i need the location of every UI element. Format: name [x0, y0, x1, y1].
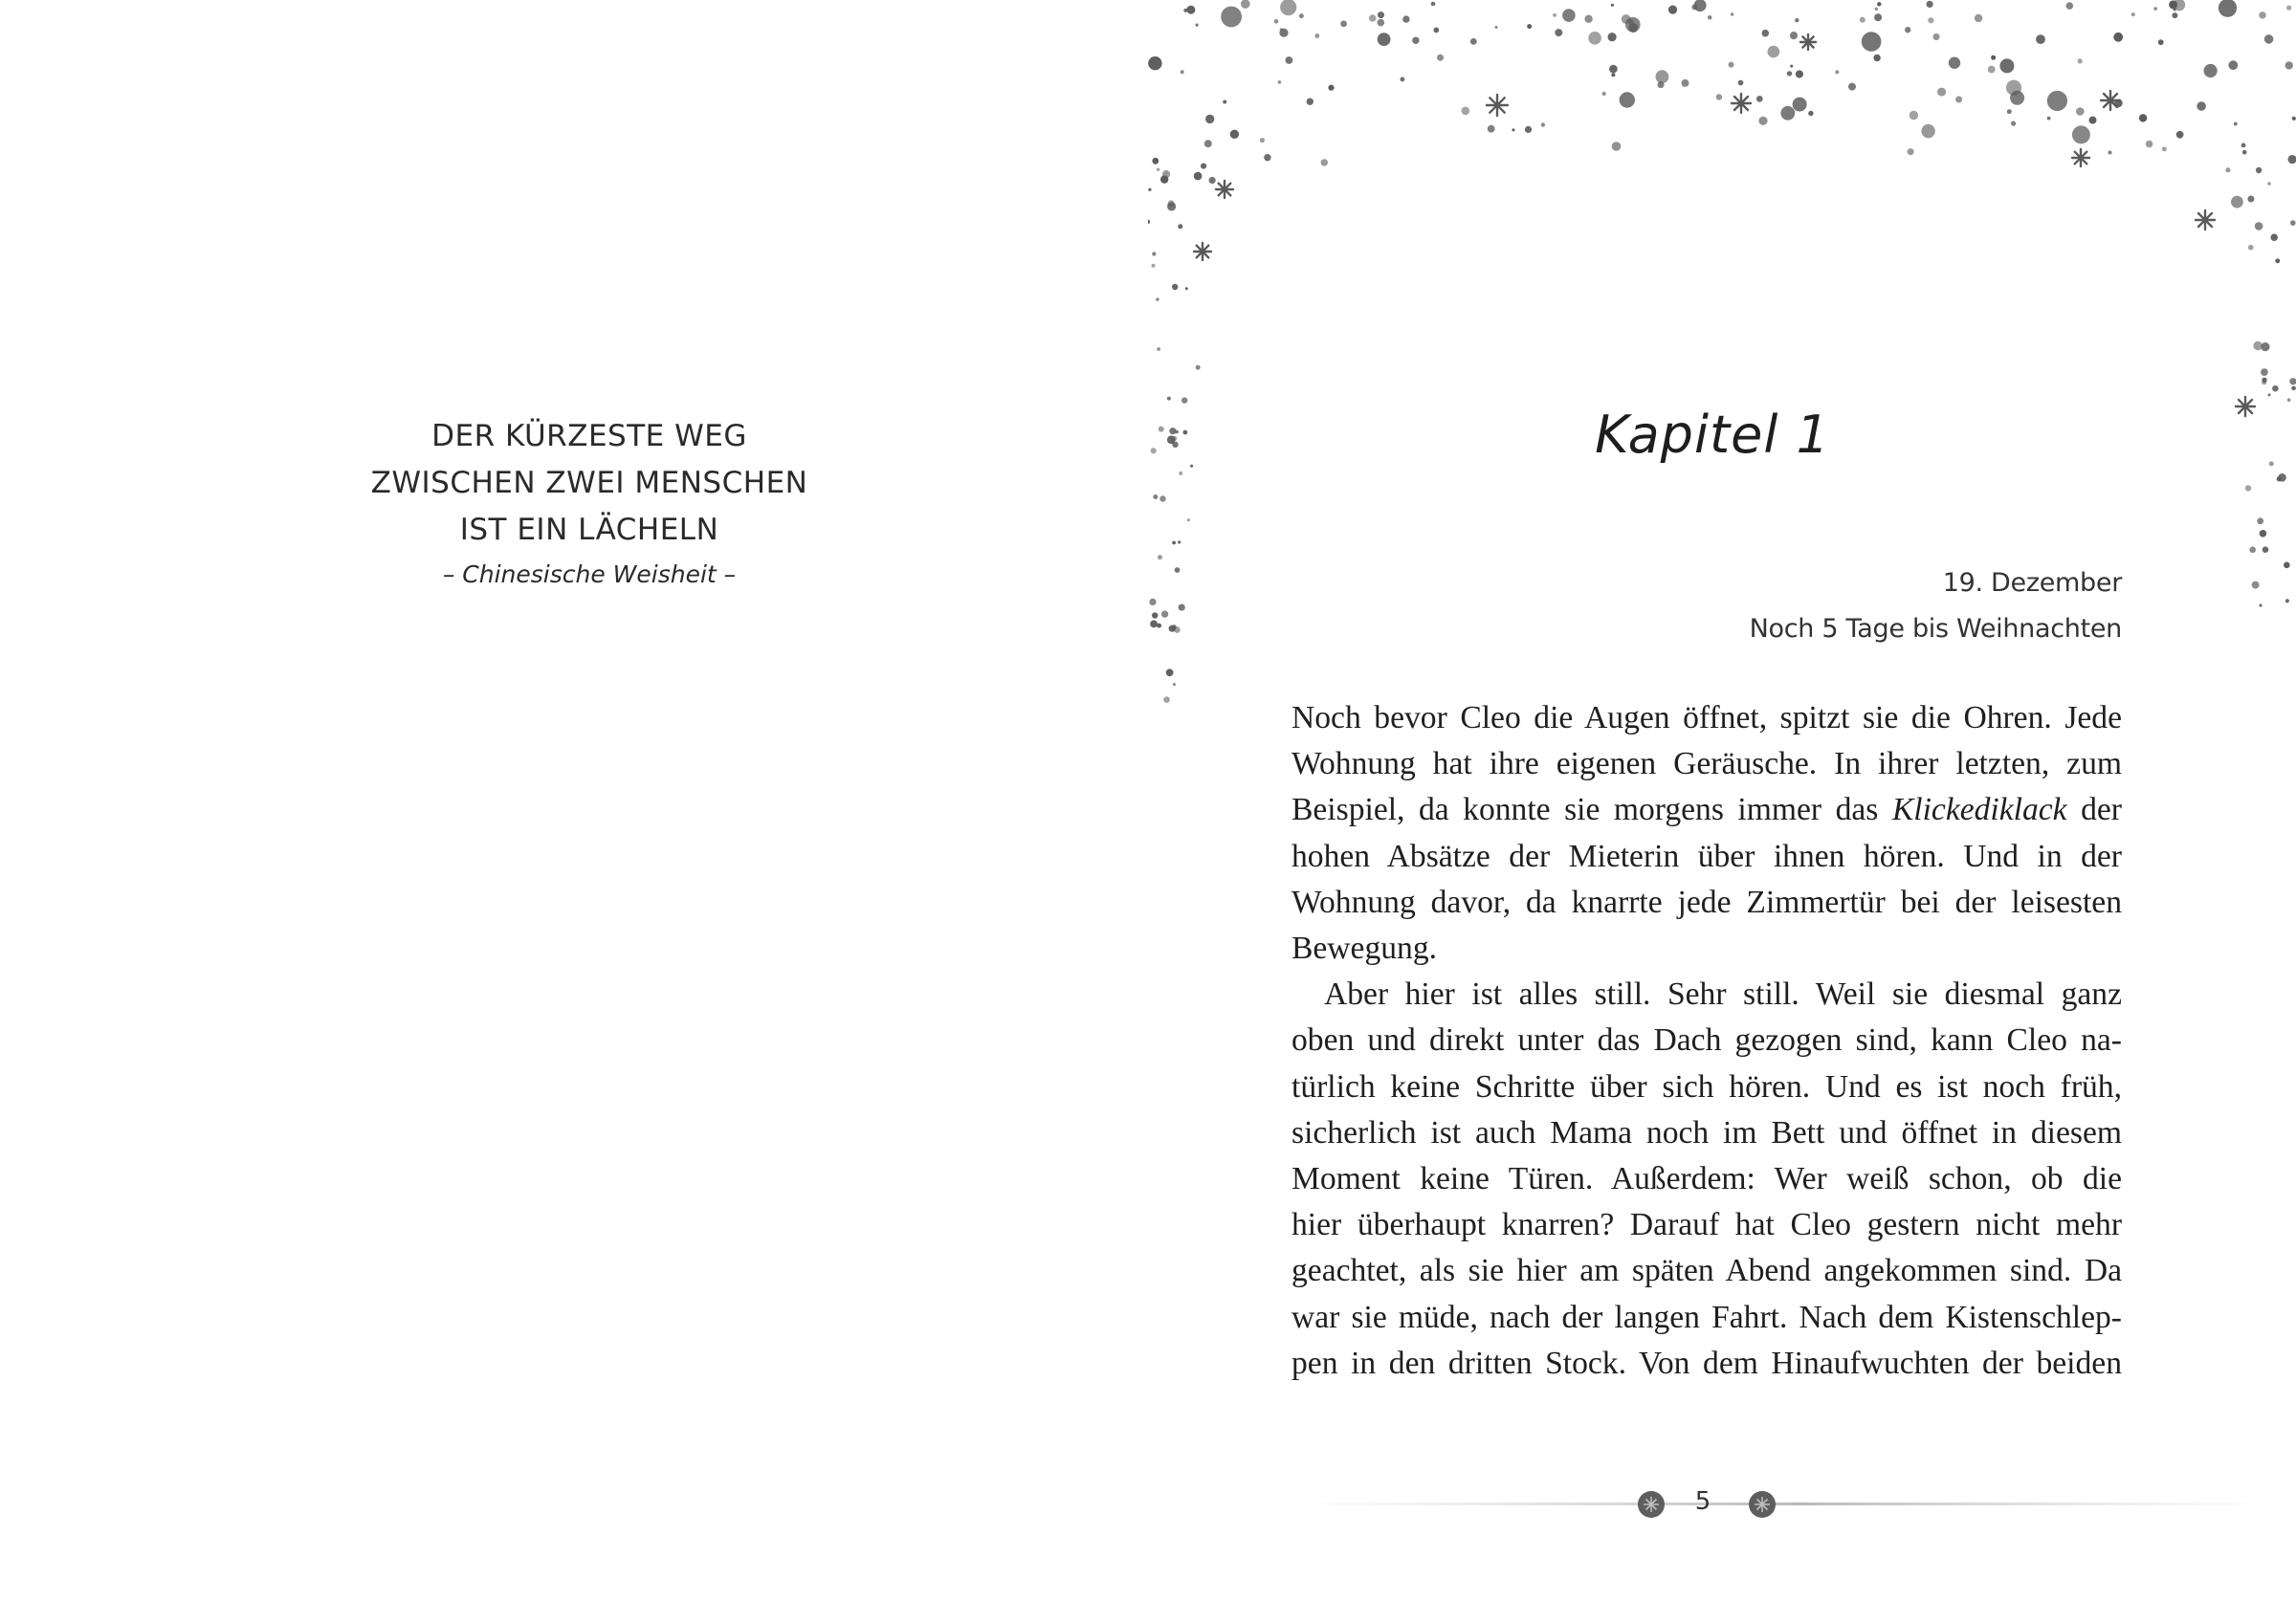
star-dot-icon — [2242, 150, 2247, 155]
star-dot-icon — [1157, 624, 1161, 628]
star-dot-icon — [2007, 109, 2012, 114]
star-dot-icon — [1178, 224, 1182, 229]
star-dot-icon — [2153, 7, 2157, 11]
star-dot-icon — [2292, 117, 2296, 121]
star-dot-icon — [2257, 517, 2263, 524]
star-dot-icon — [2275, 258, 2280, 263]
star-dot-icon — [2225, 167, 2230, 172]
star-dot-icon — [2285, 61, 2293, 69]
star-dot-icon — [1230, 130, 1239, 139]
star-dot-icon — [1768, 46, 1780, 58]
star-dot-icon — [1148, 188, 1151, 191]
star-dot-icon — [1975, 14, 1982, 22]
chapter-title: Kapitel 1 — [1595, 405, 1830, 465]
text-line: hier überhaupt knarren? Darauf hat Cleo gestern nicht mehr — [1292, 1207, 2122, 1243]
star-dot-icon — [1314, 33, 1319, 38]
star-dot-icon — [1808, 111, 1813, 116]
star-dot-icon — [1873, 55, 1880, 61]
star-dot-icon — [1148, 56, 1161, 70]
star-dot-icon — [2113, 33, 2123, 42]
star-dot-icon — [2268, 393, 2271, 396]
star-dot-icon — [2146, 141, 2153, 148]
star-dot-icon — [1927, 1, 1933, 8]
star-dot-icon — [1152, 158, 1159, 164]
text-line: war sie müde, nach der langen Fahrt. Nach dem Kistenschlep- — [1292, 1299, 2122, 1335]
star-sparkle-icon — [2101, 91, 2120, 110]
star-dot-icon — [1369, 14, 1377, 22]
star-dot-icon — [1204, 140, 1212, 147]
star-dot-icon — [2263, 546, 2269, 553]
star-dot-icon — [1196, 24, 1199, 27]
epigraph-source: – Chinesische Weisheit – — [442, 560, 737, 588]
star-dot-icon — [1150, 621, 1158, 628]
star-dot-icon — [1625, 17, 1641, 33]
footer-rule-right — [1791, 1502, 2274, 1505]
star-dot-icon — [1172, 284, 1178, 290]
star-dot-icon — [2204, 64, 2218, 77]
star-dot-icon — [1166, 669, 1174, 676]
star-dot-icon — [1756, 96, 1763, 102]
star-dot-icon — [1731, 12, 1733, 15]
star-dot-icon — [2131, 12, 2135, 16]
star-dot-icon — [2278, 473, 2286, 482]
star-dot-icon — [2253, 341, 2262, 350]
star-dot-icon — [1437, 55, 1444, 61]
star-dot-icon — [1286, 56, 1293, 64]
star-dot-icon — [1780, 106, 1795, 121]
star-dot-icon — [1928, 17, 1933, 23]
star-dot-icon — [1412, 37, 1419, 44]
star-dot-icon — [1512, 128, 1514, 131]
star-dot-icon — [2076, 107, 2085, 116]
chapter-countdown: Noch 5 Tage bis Weihnachten — [1749, 614, 2122, 644]
star-dot-icon — [1163, 696, 1170, 703]
star-dot-icon — [1172, 541, 1176, 545]
star-dot-icon — [1402, 15, 1409, 22]
star-dot-icon — [2267, 182, 2271, 186]
star-dot-icon — [1156, 297, 1159, 300]
star-dot-icon — [2047, 91, 2067, 111]
text-line: türlich keine Schritte über sich hören. Und es ist noch früh, — [1292, 1068, 2122, 1105]
star-dot-icon — [1860, 17, 1866, 23]
star-dot-icon — [1157, 347, 1160, 351]
star-dot-icon — [1187, 518, 1190, 521]
text-line: Moment keine Türen. Außerdem: Wer weiß schon, ob die — [1292, 1161, 2122, 1197]
star-dot-icon — [1874, 13, 1882, 21]
star-dot-icon — [1157, 168, 1159, 171]
text-line: Wohnung davor, da knarrte jede Zimmertür bei der leisesten — [1292, 884, 2122, 920]
star-dot-icon — [1991, 55, 1996, 60]
star-dot-icon — [1178, 540, 1181, 543]
footer-star-icon — [1749, 1491, 1776, 1518]
star-dot-icon — [2288, 155, 2296, 164]
star-dot-icon — [1433, 28, 1439, 33]
star-dot-icon — [1999, 58, 2014, 73]
star-dot-icon — [1738, 80, 1744, 86]
star-dot-icon — [2234, 122, 2238, 126]
star-dot-icon — [2286, 6, 2291, 11]
star-dot-icon — [1241, 0, 1250, 9]
star-dot-icon — [1194, 172, 1203, 181]
star-dot-icon — [1612, 142, 1622, 151]
star-dot-icon — [2006, 80, 2021, 96]
text-line: pen in den dritten Stock. Von dem Hinaufwuchten der beiden — [1292, 1345, 2122, 1381]
star-dot-icon — [2176, 131, 2184, 139]
star-dot-icon — [1161, 610, 1168, 617]
star-dot-icon — [1196, 365, 1201, 370]
star-dot-icon — [1949, 56, 1960, 68]
star-dot-icon — [1795, 18, 1799, 22]
star-dot-icon — [1495, 26, 1498, 29]
star-sparkle-icon — [1487, 95, 1508, 116]
star-dot-icon — [1908, 148, 1914, 155]
star-dot-icon — [1527, 24, 1532, 29]
star-dot-icon — [1205, 115, 1214, 123]
star-dot-icon — [1321, 159, 1328, 165]
star-dot-icon — [1835, 70, 1839, 74]
star-dot-icon — [1790, 65, 1793, 68]
star-dot-icon — [1299, 13, 1304, 18]
star-dot-icon — [2036, 34, 2045, 44]
star-dot-icon — [1762, 30, 1770, 37]
star-dot-icon — [1611, 4, 1614, 7]
star-dot-icon — [2241, 143, 2246, 148]
star-dot-icon — [1378, 33, 1391, 46]
star-dot-icon — [1629, 19, 1634, 24]
star-dot-icon — [2247, 196, 2254, 203]
star-dot-icon — [2256, 167, 2262, 173]
star-dot-icon — [1167, 397, 1171, 401]
star-dot-icon — [1175, 567, 1181, 573]
star-dot-icon — [1555, 29, 1562, 36]
star-dot-icon — [2197, 101, 2206, 111]
star-dot-icon — [1152, 264, 1156, 268]
star-dot-icon — [2047, 117, 2051, 121]
footer-star-icon — [1638, 1491, 1665, 1518]
star-sprinkle-decoration — [1148, 0, 2296, 727]
star-dot-icon — [1201, 164, 1206, 169]
star-dot-icon — [1609, 65, 1618, 74]
star-dot-icon — [1168, 200, 1175, 207]
star-dot-icon — [1153, 494, 1158, 499]
text-line: hohen Absätze der Mieterin über ihnen hören. Und in der — [1292, 838, 2122, 874]
paragraph — [1292, 972, 2122, 1387]
star-dot-icon — [1158, 555, 1162, 559]
star-dot-icon — [1937, 88, 1946, 97]
epigraph — [302, 413, 876, 592]
star-dot-icon — [1611, 73, 1615, 77]
star-dot-icon — [2261, 342, 2269, 351]
star-dot-icon — [1921, 124, 1934, 138]
star-dot-icon — [1307, 99, 1314, 105]
star-dot-icon — [2272, 385, 2279, 392]
star-dot-icon — [2011, 121, 2016, 126]
star-dot-icon — [2252, 581, 2260, 589]
star-dot-icon — [1877, 2, 1881, 6]
star-dot-icon — [1787, 71, 1792, 76]
star-dot-icon — [2072, 125, 2090, 143]
star-sparkle-icon — [1732, 94, 1751, 113]
star-dot-icon — [1152, 252, 1156, 255]
star-dot-icon — [1152, 612, 1158, 618]
star-sparkle-icon — [1800, 34, 1816, 50]
star-sparkle-icon — [1194, 243, 1211, 260]
star-dot-icon — [2228, 60, 2238, 70]
star-dot-icon — [1470, 38, 1477, 45]
star-dot-icon — [2260, 530, 2267, 537]
star-dot-icon — [1955, 97, 1962, 103]
star-dot-icon — [2285, 599, 2289, 603]
star-dot-icon — [1340, 21, 1347, 28]
star-sparkle-icon — [2196, 210, 2215, 230]
star-dot-icon — [1848, 83, 1856, 91]
right-page — [1148, 0, 2296, 1623]
star-dot-icon — [1488, 125, 1495, 133]
star-dot-icon — [2290, 220, 2296, 226]
star-dot-icon — [2264, 34, 2274, 44]
star-dot-icon — [1401, 77, 1405, 82]
page-number: 5 — [1694, 1487, 1711, 1516]
chapter-dateline — [1750, 560, 2122, 652]
star-dot-icon — [1862, 32, 1882, 52]
text-line: Aber hier ist alles still. Sehr still. Weil sie diesmal ganz — [1324, 976, 2122, 1013]
text-line: oben und direkt unter das Dach gezogen sind, kann Cleo na- — [1292, 1022, 2122, 1059]
star-dot-icon — [2248, 245, 2254, 251]
star-dot-icon — [2245, 485, 2251, 491]
text-line: Wohnung hat ihre eigenen Geräusche. In ihrer letzten, zum — [1292, 746, 2122, 782]
star-dot-icon — [1682, 79, 1689, 87]
chapter-date: 19. Dezember — [1942, 568, 2122, 598]
star-dot-icon — [2284, 562, 2290, 569]
star-dot-icon — [1620, 92, 1635, 107]
star-dot-icon — [2259, 11, 2265, 18]
star-dot-icon — [1562, 9, 1576, 22]
star-sparkle-icon — [1216, 181, 1233, 198]
star-dot-icon — [1264, 154, 1270, 161]
star-dot-icon — [1584, 15, 1592, 23]
star-dot-icon — [1185, 287, 1188, 290]
star-dot-icon — [1209, 177, 1216, 184]
star-dot-icon — [1148, 220, 1150, 224]
epigraph-line: IST EIN LÄCHELN — [459, 513, 719, 547]
star-dot-icon — [1179, 472, 1182, 475]
star-dot-icon — [1708, 15, 1712, 20]
page-footer-ornament — [1148, 1473, 2296, 1530]
star-dot-icon — [1328, 85, 1334, 91]
star-dot-icon — [1910, 111, 1918, 120]
text-segment: der — [2066, 792, 2122, 828]
star-dot-icon — [1729, 62, 1734, 68]
star-dot-icon — [2108, 151, 2112, 155]
star-dot-icon — [1179, 604, 1185, 611]
star-dot-icon — [2270, 233, 2278, 241]
star-dot-icon — [1656, 70, 1669, 83]
star-dot-icon — [1553, 13, 1556, 17]
text-line: Noch bevor Cleo die Augen öffnet, spitzt sie die Ohren. Jede — [1292, 700, 2122, 735]
star-dot-icon — [1716, 94, 1722, 99]
star-dot-icon — [1159, 495, 1165, 501]
star-dot-icon — [1668, 6, 1677, 14]
star-dot-icon — [2158, 39, 2164, 45]
star-dot-icon — [1172, 625, 1177, 629]
star-dot-icon — [1274, 19, 1279, 24]
star-dot-icon — [1431, 2, 1436, 7]
star-dot-icon — [1173, 683, 1176, 686]
star-dot-icon — [1260, 138, 1265, 143]
text-line — [1292, 787, 2122, 833]
star-dot-icon — [1378, 11, 1384, 18]
star-dot-icon — [1278, 80, 1282, 84]
epigraph-line: DER KÜRZESTE WEG — [431, 419, 747, 453]
star-dot-icon — [2260, 604, 2263, 607]
star-dot-icon — [1758, 117, 1767, 125]
text-line: Bewegung. — [1292, 931, 1438, 967]
star-dot-icon — [2172, 12, 2177, 18]
star-dot-icon — [1905, 27, 1910, 33]
emphasis-word: Klickediklack — [1891, 792, 2067, 828]
star-dot-icon — [1525, 126, 1532, 133]
star-dot-icon — [1280, 0, 1296, 15]
epigraph-line: ZWISCHEN ZWEI MENSCHEN — [370, 466, 808, 500]
star-dot-icon — [1932, 33, 1939, 40]
paragraph — [1292, 695, 2122, 972]
star-dot-icon — [1602, 92, 1606, 96]
star-dot-icon — [2291, 386, 2296, 391]
star-dot-icon — [2139, 114, 2147, 121]
footer-rule-left — [1292, 1502, 1813, 1505]
star-dot-icon — [1221, 7, 1242, 28]
star-dot-icon — [2289, 378, 2296, 384]
star-dot-icon — [1608, 33, 1617, 41]
star-dot-icon — [1149, 599, 1156, 605]
star-dot-icon — [1793, 98, 1807, 112]
star-dot-icon — [2066, 2, 2074, 10]
star-dot-icon — [1541, 122, 1545, 126]
text-segment: Beispiel, da konnte sie morgens immer das — [1292, 792, 1892, 828]
star-dot-icon — [2089, 117, 2097, 124]
star-sparkle-icon — [2072, 149, 2089, 166]
star-dot-icon — [1588, 32, 1601, 45]
star-dot-icon — [2255, 222, 2263, 230]
star-dot-icon — [1378, 19, 1385, 27]
star-dot-icon — [1186, 6, 1195, 14]
text-line: sicherlich ist auch Mama noch im Bett und öffnet in diesem — [1292, 1114, 2122, 1151]
star-dot-icon — [2249, 547, 2256, 554]
body-text — [1292, 695, 2122, 1387]
star-dot-icon — [2287, 398, 2291, 402]
star-dot-icon — [2219, 0, 2237, 17]
star-dot-icon — [1160, 175, 1168, 183]
star-dot-icon — [1223, 100, 1226, 104]
text-line: geachtet, als sie hier am späten Abend angekommen sind. Da — [1292, 1253, 2122, 1289]
star-dot-icon — [2162, 146, 2167, 151]
star-dot-icon — [2231, 196, 2243, 208]
star-dot-icon — [1279, 29, 1288, 37]
star-dot-icon — [1790, 32, 1798, 39]
star-dot-icon — [2262, 378, 2266, 383]
star-dot-icon — [2261, 368, 2268, 376]
star-dot-icon — [1875, 8, 1878, 11]
star-dot-icon — [1796, 70, 1803, 77]
star-dot-icon — [2078, 58, 2083, 63]
star-dot-icon — [1691, 5, 1697, 11]
star-dot-icon — [1462, 107, 1470, 116]
star-dot-icon — [1181, 70, 1184, 74]
star-dot-icon — [1988, 66, 1996, 74]
